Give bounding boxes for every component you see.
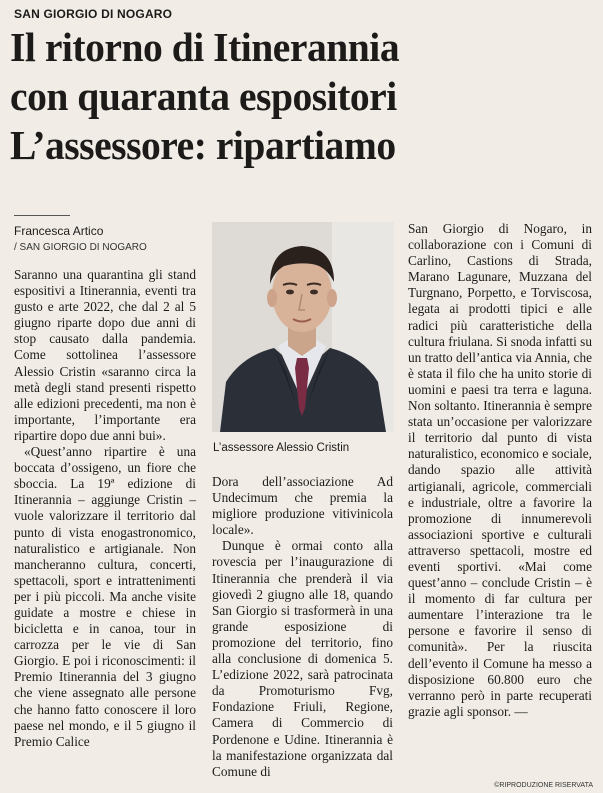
copyright-notice: ©RIPRODUZIONE RISERVATA (494, 782, 593, 789)
headline-line-1: Il ritorno di Itinerannia (10, 24, 400, 70)
portrait-illustration (212, 222, 394, 432)
portrait-photo (212, 222, 394, 432)
byline-author: Francesca Artico (14, 224, 104, 238)
photo-caption: L’assessore Alessio Cristin (213, 442, 350, 454)
article-column-2 (212, 474, 393, 780)
column-1-paragraph-2: «Quest’anno ripartire è una boccata d’ossigeno, un fiore che sboccia. La 19ª edizione di Itinerannia – aggiunge Cristin – vuole valorizzare il territorio dal punto di vista enogastronomico, naturalistico e artigianale. Non mancheranno cultura, concerti, spettacoli, sport e intrattenimenti per i più piccoli. Ma anche visite guidate a mostre e chiese in bicicletta e in canoa, tour in carrozza per le vie di San Giorgio. E poi i riconoscimenti: il Premio Itinerannia del 3 giugno che viene assegnato alle persone che hanno fatto conoscere il loro paese nel mondo, e il 5 giugno il Premio Calice (14, 444, 196, 749)
headline-line-2: con quaranta espositori (10, 73, 397, 119)
column-2-paragraph-2: Dunque è ormai conto alla rovescia per l’inaugurazione di Itinerannia che prenderà il via giovedì 2 giugno alle 18, quando San Giorgio si trasformerà in una grande esposizione di promozione del territorio, fino alla conclusione di domenica 5. L’edizione 2022, sarà patrocinata da Promoturismo Fvg, Fondazione Friuli, Regione, Camera di Commercio di Pordenone e Udine. Itinerannia è la manifestazione organizzata dal Comune di (212, 538, 393, 779)
article-column-1 (14, 267, 196, 750)
headline-line-3: L’assessore: ripartiamo (10, 122, 396, 168)
headline (10, 23, 413, 170)
section-kicker: SAN GIORGIO DI NOGARO (14, 7, 173, 21)
column-3-paragraph-1: San Giorgio di Nogaro, in collaborazione con i Comuni di Carlino, Castions di Strada, Marano Lagunare, Muzzana del Turgnano, Porpetto, e Torviscosa, legata ai prodotti tipici e alle radici più caratteristiche della cultura friulana. Si snoda infatti su un tratto dell’antica via Annia, che è stata il filo che ha unito storie di uomini e paesi tra terra e laguna. Non soltanto. Itinerannia è sempre stata un’occasione per valorizzare il territorio dal punto di vista naturalistico, economico e sociale, dando spazio alle attività artigianali, agricole, commerciali e industriale, oltre a favorire la promozione di innumerevoli associazioni sportive e culturali attraverso spettacoli, mostre ed eventi sportivi. «Mai come quest’anno – conclude Cristin – è il momento di far cultura per aumentare l’interazione tra le persone e favorire il senso di comunità». Per la riuscita dell’evento il Comune ha messo a disposizione 60.800 euro che verranno però in parte recuperati grazie agli sponsor. — (408, 221, 592, 719)
byline-place: / SAN GIORGIO DI NOGARO (14, 242, 147, 253)
article-column-3 (408, 221, 592, 720)
byline-rule (14, 215, 70, 216)
column-1-paragraph-1: Saranno una quarantina gli stand espositivi a Itinerannia, eventi tra gusto e arte 2022, che dal 2 al 5 giugno riparte dopo due anni di stop causato dalla pandemia. Come sottolinea l’assessore Alessio Cristin «saranno circa la metà degli stand presenti rispetto alle edizioni precedenti, ma non è importante, l’importante era ripartire dopo due anni bui». (14, 267, 196, 443)
column-2-paragraph-1: Dora dell’associazione Ad Undecimum che premia la migliore produzione vitivinicola locale». (212, 474, 393, 538)
